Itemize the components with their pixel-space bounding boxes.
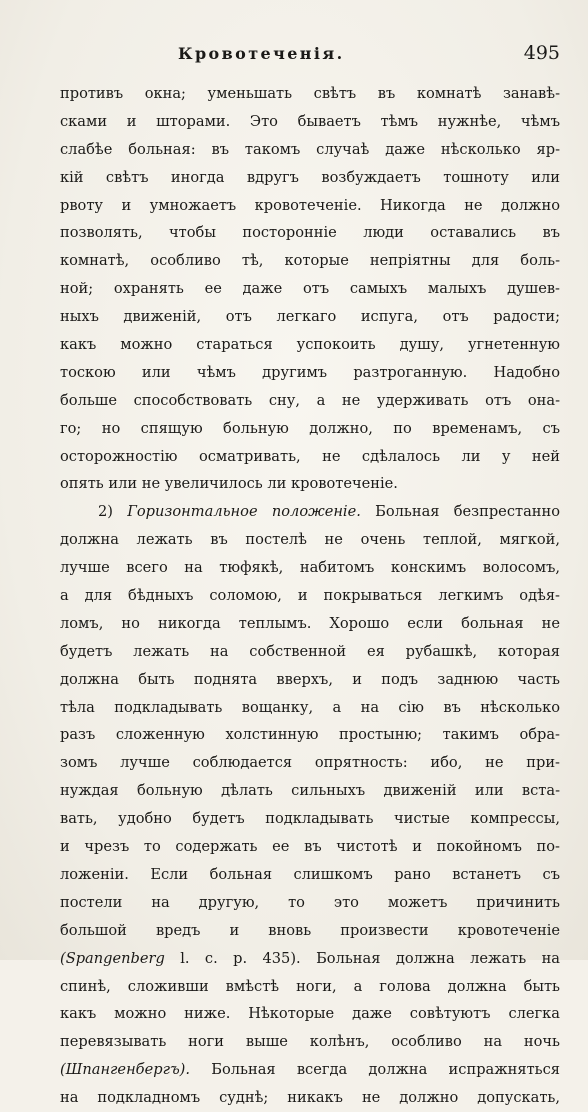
text-line: [60, 749, 560, 777]
line-text: l. c. p. 435). Больная должна лежать на: [164, 949, 560, 967]
line-text: ныхъ движеній, отъ легкаго испуга, отъ радости;: [60, 308, 560, 326]
line-text: должна лежать въ постелѣ не очень теплой, мягкой,: [60, 531, 560, 549]
line-text: а для бѣдныхъ соломою, и покрываться легкимъ одѣя-: [60, 587, 560, 605]
text-line: [60, 359, 560, 387]
text-line: [60, 1028, 560, 1056]
text-line: [60, 80, 560, 108]
text-line: [60, 108, 560, 136]
text-line: [60, 136, 560, 164]
line-text: постели на другую, то это можетъ причинить: [60, 893, 560, 911]
text-line: [60, 805, 560, 833]
line-text: противъ окна; уменьшать свѣтъ въ комнатѣ занавѣ-: [60, 85, 560, 102]
line-text: тоскою или чѣмъ другимъ разтроганную. Надобно: [60, 363, 560, 381]
text-line: [60, 247, 560, 275]
text-line: [60, 1084, 560, 1112]
line-text: ной; охранять ее даже отъ самыхъ малыхъ душев-: [60, 280, 560, 298]
line-text: какъ можно стараться успокоить душу, угнетенную: [60, 336, 560, 354]
line-text: слабѣе больная: въ такомъ случаѣ даже нѣсколько яр-: [60, 140, 560, 158]
line-text: разъ сложенную холстинную простыню; такимъ обра-: [60, 726, 560, 744]
page-header: [60, 44, 560, 74]
text-line: [60, 1000, 560, 1028]
italic-text: Горизонтальное положеніе.: [127, 503, 361, 521]
line-text: зомъ лучше соблюдается опрятность: ибо, не при-: [60, 754, 560, 772]
line-text: спинѣ, сложивши вмѣстѣ ноги, а голова должна быть: [60, 977, 560, 995]
line-text: вать, удобно будетъ подкладывать чистые компрессы,: [60, 810, 560, 828]
line-text: должна быть поднята вверхъ, и подъ заднюю часть: [60, 670, 560, 688]
line-text: большой вредъ и вновь произвести кровотеченіе: [60, 921, 560, 939]
line-text: какъ можно ниже. Нѣкоторые даже совѣтуютъ слегка: [60, 1005, 560, 1023]
line-text: перевязывать ноги выше колѣнъ, особливо на ночь: [60, 1033, 560, 1051]
line-text: больше способствовать сну, а не удерживать отъ она-: [60, 391, 560, 409]
line-text: опять или не увеличилось ли кровотеченіе.: [60, 475, 398, 493]
text-line: [60, 889, 560, 917]
text-line: [60, 415, 560, 443]
text-line: [60, 777, 560, 805]
text-line: [60, 192, 560, 220]
text-line: [60, 638, 560, 666]
text-line: [60, 470, 560, 498]
line-text: позволять, чтобы посторонніе люди оставались въ: [60, 224, 560, 242]
text-line: [60, 219, 560, 247]
text-line: [60, 498, 560, 526]
text-line: [60, 582, 560, 610]
line-text: нуждая больную дѣлать сильныхъ движеній или вста-: [60, 782, 560, 800]
text-line: [60, 917, 560, 945]
italic-text: (Шпангенбергъ).: [60, 1061, 191, 1079]
line-text: Больная всегда должна испражняться: [190, 1061, 560, 1079]
line-text: осторожностію осматривать, не сдѣлалось ли у ней: [60, 447, 560, 465]
body-text: [60, 80, 560, 1112]
text-line: [60, 666, 560, 694]
italic-text: (Spangenberg: [60, 949, 165, 967]
line-text: лучше всего на тюфякѣ, набитомъ конскимъ волосомъ,: [60, 559, 560, 577]
text-line: [60, 610, 560, 638]
line-text: тѣла подкладывать вощанку, а на сію въ нѣсколько: [60, 698, 560, 716]
text-line: [60, 973, 560, 1001]
text-line: [60, 443, 560, 471]
line-text: ложеніи. Если больная слишкомъ рано встанетъ съ: [60, 865, 560, 883]
text-line: [60, 303, 560, 331]
text-line: [60, 833, 560, 861]
line-text: сками и шторами. Это бываетъ тѣмъ нужнѣе, чѣмъ: [60, 112, 560, 130]
text-line: [60, 945, 560, 973]
text-line: [60, 526, 560, 554]
text-line: [60, 554, 560, 582]
line-text: го; но спящую больную должно, по временамъ, съ: [60, 419, 560, 437]
text-line: [60, 1056, 560, 1084]
line-text: будетъ лежать на собственной ея рубашкѣ, которая: [60, 642, 560, 660]
text-line: [60, 721, 560, 749]
text-line: [60, 164, 560, 192]
running-head: Кровотеченія.: [178, 44, 345, 63]
line-text: Больная безпрестанно: [360, 503, 560, 521]
line-text: ломъ, но никогда теплымъ. Хорошо если больная не: [60, 614, 560, 632]
line-text: рвоту и умножаетъ кровотеченіе. Никогда не должно: [60, 196, 560, 214]
line-text: на подкладномъ суднѣ; никакъ не должно допускать,: [60, 1089, 560, 1107]
text-line: [60, 861, 560, 889]
list-number: 2): [98, 503, 128, 521]
line-text: и чрезъ то содержать ее въ чистотѣ и покойномъ по-: [60, 838, 560, 856]
text-line: [60, 694, 560, 722]
page-number: 495: [523, 42, 560, 64]
text-line: [60, 331, 560, 359]
line-text: кій свѣтъ иногда вдругъ возбуждаетъ тошноту или: [60, 168, 560, 186]
text-line: [60, 275, 560, 303]
text-line: [60, 387, 560, 415]
line-text: комнатѣ, особливо тѣ, которые непріятны для боль-: [60, 252, 560, 270]
